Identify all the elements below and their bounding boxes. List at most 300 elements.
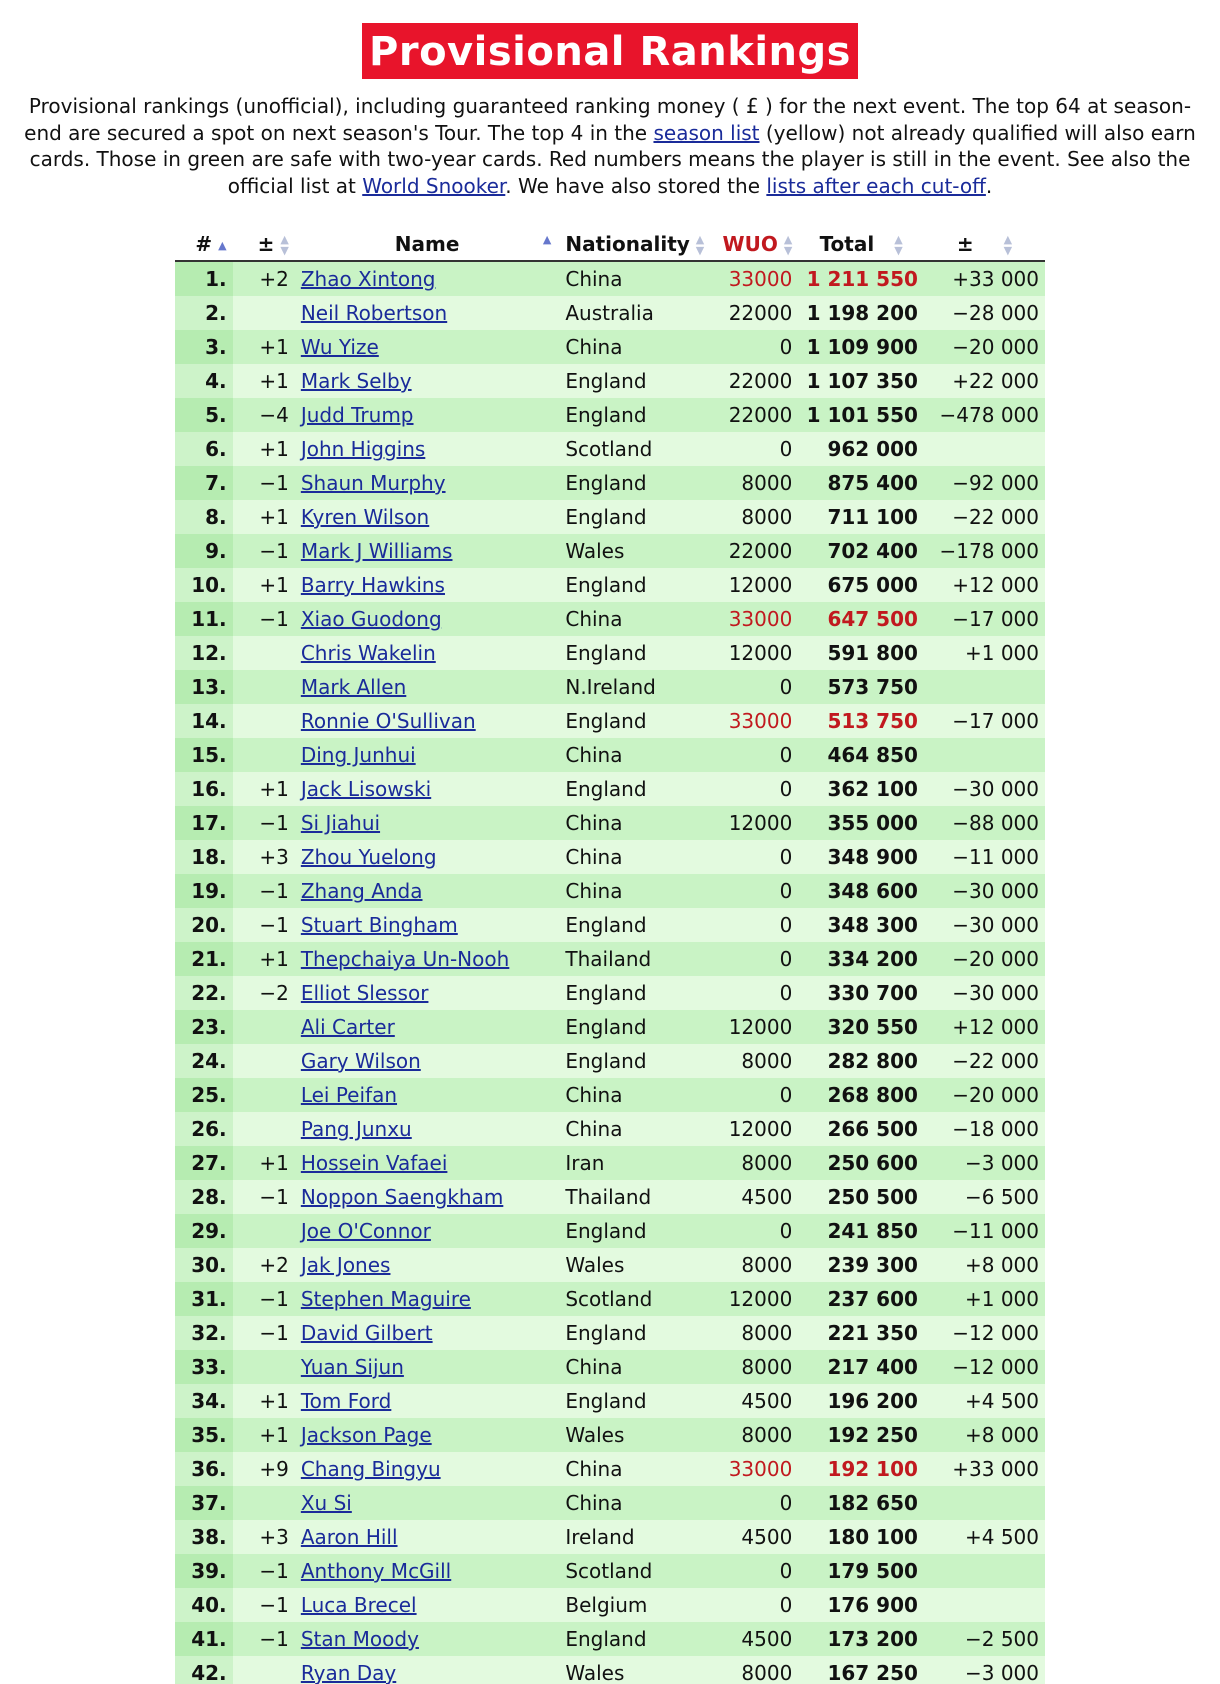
table-row	[175, 772, 1045, 806]
wuo-cell: 33000	[710, 704, 798, 738]
player-link[interactable]: Thepchaiya Un-Nooh	[300, 947, 510, 971]
change-cell	[233, 1656, 295, 1684]
name-cell	[295, 772, 560, 806]
total-cell: 182 650	[798, 1486, 924, 1520]
diff-cell: −18 000	[924, 1112, 1045, 1146]
name-cell	[295, 568, 560, 602]
sort-icon[interactable]: ▲ ▼	[280, 233, 289, 258]
change-cell: −2	[233, 976, 295, 1010]
wuo-cell: 33000	[710, 602, 798, 636]
player-link[interactable]: Jackson Page	[300, 1423, 432, 1447]
diff-cell: −11 000	[924, 1214, 1045, 1248]
change-cell: +1	[233, 1146, 295, 1180]
name-cell	[295, 500, 560, 534]
nationality-cell: Australia	[559, 296, 710, 330]
name-cell	[295, 1554, 560, 1588]
player-link[interactable]: Stan Moody	[300, 1627, 419, 1651]
change-cell: +1	[233, 568, 295, 602]
rank-cell: 28.	[175, 1180, 233, 1214]
total-cell: 962 000	[798, 432, 924, 466]
change-cell: +3	[233, 1520, 295, 1554]
diff-cell	[924, 1486, 1045, 1520]
header-nationality[interactable]	[559, 228, 710, 261]
player-link[interactable]: Zhao Xintong	[300, 267, 436, 291]
diff-cell	[924, 1554, 1045, 1588]
wuo-cell: 0	[710, 942, 798, 976]
change-cell: +9	[233, 1452, 295, 1486]
total-cell: 464 850	[798, 738, 924, 772]
player-link[interactable]: Neil Robertson	[300, 301, 448, 325]
player-link[interactable]: Tom Ford	[300, 1389, 392, 1413]
diff-cell: +22 000	[924, 364, 1045, 398]
rank-cell: 41.	[175, 1622, 233, 1656]
change-cell: −1	[233, 1316, 295, 1350]
rank-cell: 18.	[175, 840, 233, 874]
nationality-cell: Belgium	[559, 1588, 710, 1622]
header-rank[interactable]	[175, 228, 233, 261]
table-row	[175, 1452, 1045, 1486]
wuo-cell: 0	[710, 1588, 798, 1622]
total-cell: 330 700	[798, 976, 924, 1010]
change-cell: +2	[233, 261, 295, 296]
diff-cell	[924, 738, 1045, 772]
wuo-cell: 8000	[710, 1350, 798, 1384]
wuo-cell: 22000	[710, 534, 798, 568]
player-link[interactable]: Stuart Bingham	[300, 913, 458, 937]
name-cell	[295, 1656, 560, 1684]
total-cell: 573 750	[798, 670, 924, 704]
wuo-cell: 0	[710, 772, 798, 806]
total-cell: 875 400	[798, 466, 924, 500]
rank-cell: 17.	[175, 806, 233, 840]
header-diff-label: ±	[956, 231, 974, 256]
table-row	[175, 1554, 1045, 1588]
player-link[interactable]: David Gilbert	[300, 1321, 433, 1345]
diff-cell: +1 000	[924, 636, 1045, 670]
diff-cell: +8 000	[924, 1248, 1045, 1282]
wuo-cell: 22000	[710, 398, 798, 432]
diff-cell: +12 000	[924, 1010, 1045, 1044]
diff-cell	[924, 432, 1045, 466]
rank-cell: 33.	[175, 1350, 233, 1384]
player-link[interactable]: Chang Bingyu	[300, 1457, 441, 1481]
player-link[interactable]: Mark Allen	[300, 675, 407, 699]
sort-asc-icon[interactable]: ▲	[542, 233, 552, 246]
name-cell	[295, 1112, 560, 1146]
player-link[interactable]: Chris Wakelin	[300, 641, 436, 665]
table-row	[175, 704, 1045, 738]
header-name[interactable]	[295, 228, 560, 261]
player-link[interactable]: Barry Hawkins	[300, 573, 445, 597]
rank-cell: 19.	[175, 874, 233, 908]
sort-icon[interactable]: ▲ ▼	[783, 233, 793, 258]
wuo-cell: 4500	[710, 1622, 798, 1656]
rank-cell: 30.	[175, 1248, 233, 1282]
name-cell	[295, 806, 560, 840]
player-link[interactable]: Elliot Slessor	[300, 981, 429, 1005]
table-row	[175, 1214, 1045, 1248]
intro-text-3: . We have also stored the	[505, 173, 767, 198]
name-cell	[295, 398, 560, 432]
sort-icon[interactable]: ▲ ▼	[894, 233, 903, 258]
name-cell	[295, 534, 560, 568]
total-cell: 250 600	[798, 1146, 924, 1180]
rank-cell: 25.	[175, 1078, 233, 1112]
player-link[interactable]: Ding Junhui	[300, 743, 416, 767]
wuo-cell: 12000	[710, 806, 798, 840]
name-cell	[295, 602, 560, 636]
rank-cell: 3.	[175, 330, 233, 364]
player-link[interactable]: Xu Si	[300, 1491, 352, 1515]
rank-cell: 8.	[175, 500, 233, 534]
total-cell: 196 200	[798, 1384, 924, 1418]
wuo-cell: 0	[710, 1214, 798, 1248]
total-cell: 221 350	[798, 1316, 924, 1350]
diff-cell: −478 000	[924, 398, 1045, 432]
change-cell: −1	[233, 1622, 295, 1656]
name-cell	[295, 330, 560, 364]
total-cell: 192 250	[798, 1418, 924, 1452]
player-link[interactable]: Ali Carter	[300, 1015, 395, 1039]
rank-cell: 39.	[175, 1554, 233, 1588]
table-header-row	[175, 228, 1045, 261]
diff-cell: −30 000	[924, 976, 1045, 1010]
total-cell: 513 750	[798, 704, 924, 738]
table-row	[175, 670, 1045, 704]
change-cell	[233, 1044, 295, 1078]
name-cell	[295, 1010, 560, 1044]
name-cell	[295, 1350, 560, 1384]
diff-cell: +33 000	[924, 1452, 1045, 1486]
total-cell: 179 500	[798, 1554, 924, 1588]
name-cell	[295, 908, 560, 942]
wuo-cell: 0	[710, 1078, 798, 1112]
nationality-cell: China	[559, 330, 710, 364]
name-cell	[295, 738, 560, 772]
change-cell	[233, 636, 295, 670]
header-diff[interactable]	[924, 228, 1045, 261]
nationality-cell: Wales	[559, 534, 710, 568]
header-name-label: Name	[394, 232, 460, 256]
player-link[interactable]: Shaun Murphy	[300, 471, 446, 495]
total-cell: 239 300	[798, 1248, 924, 1282]
player-link[interactable]: Kyren Wilson	[300, 505, 430, 529]
player-link[interactable]: Gary Wilson	[300, 1049, 421, 1073]
player-link[interactable]: John Higgins	[300, 437, 426, 461]
total-cell: 266 500	[798, 1112, 924, 1146]
rank-cell: 23.	[175, 1010, 233, 1044]
name-cell	[295, 670, 560, 704]
rank-cell: 5.	[175, 398, 233, 432]
player-link[interactable]: Yuan Sijun	[300, 1355, 404, 1379]
diff-cell: −22 000	[924, 1044, 1045, 1078]
rank-cell: 12.	[175, 636, 233, 670]
page-title: Provisional Rankings	[362, 23, 858, 79]
total-cell: 702 400	[798, 534, 924, 568]
diff-cell: +33 000	[924, 261, 1045, 296]
player-link[interactable]: Anthony McGill	[300, 1559, 452, 1583]
diff-cell	[924, 1588, 1045, 1622]
wuo-cell: 8000	[710, 1418, 798, 1452]
player-link[interactable]: Zhang Anda	[300, 879, 423, 903]
intro-paragraph	[18, 93, 1202, 199]
name-cell	[295, 840, 560, 874]
player-link[interactable]: Si Jiahui	[300, 811, 381, 835]
player-link[interactable]: Jak Jones	[300, 1253, 391, 1277]
total-cell: 675 000	[798, 568, 924, 602]
nationality-cell: China	[559, 806, 710, 840]
name-cell	[295, 976, 560, 1010]
diff-cell: +8 000	[924, 1418, 1045, 1452]
diff-cell: −178 000	[924, 534, 1045, 568]
wuo-cell: 0	[710, 976, 798, 1010]
table-row	[175, 874, 1045, 908]
total-cell: 348 600	[798, 874, 924, 908]
wuo-cell: 0	[710, 432, 798, 466]
wuo-cell: 4500	[710, 1384, 798, 1418]
header-change-label: ±	[257, 231, 275, 256]
name-cell	[295, 1078, 560, 1112]
table-row	[175, 466, 1045, 500]
header-rank-label: #	[195, 232, 213, 256]
table-row	[175, 1588, 1045, 1622]
header-wuo[interactable]	[710, 228, 798, 261]
header-total[interactable]	[798, 228, 924, 261]
change-cell: −1	[233, 602, 295, 636]
diff-cell: −17 000	[924, 704, 1045, 738]
nationality-cell: Iran	[559, 1146, 710, 1180]
table-row	[175, 908, 1045, 942]
diff-cell: −12 000	[924, 1350, 1045, 1384]
diff-cell: −30 000	[924, 874, 1045, 908]
name-cell	[295, 1180, 560, 1214]
player-link[interactable]: Joe O'Connor	[300, 1219, 431, 1243]
diff-cell: +12 000	[924, 568, 1045, 602]
wuo-cell: 8000	[710, 1146, 798, 1180]
nationality-cell: England	[559, 364, 710, 398]
nationality-cell: England	[559, 908, 710, 942]
player-link[interactable]: Mark Selby	[300, 369, 412, 393]
total-cell: 217 400	[798, 1350, 924, 1384]
rank-cell: 1.	[175, 261, 233, 296]
player-link[interactable]: Judd Trump	[300, 403, 414, 427]
change-cell: −1	[233, 1180, 295, 1214]
season-list-link[interactable]: season list	[653, 120, 760, 145]
player-link[interactable]: Hossein Vafaei	[300, 1151, 448, 1175]
rank-cell: 6.	[175, 432, 233, 466]
table-row	[175, 1656, 1045, 1684]
change-cell	[233, 1214, 295, 1248]
wuo-cell: 8000	[710, 1316, 798, 1350]
rank-cell: 36.	[175, 1452, 233, 1486]
change-cell: −1	[233, 908, 295, 942]
total-cell: 1 109 900	[798, 330, 924, 364]
change-cell: +1	[233, 942, 295, 976]
diff-cell: −3 000	[924, 1146, 1045, 1180]
name-cell	[295, 1316, 560, 1350]
change-cell	[233, 670, 295, 704]
rank-cell: 16.	[175, 772, 233, 806]
diff-cell: +1 000	[924, 1282, 1045, 1316]
total-cell: 241 850	[798, 1214, 924, 1248]
change-cell	[233, 704, 295, 738]
change-cell: −1	[233, 1282, 295, 1316]
rankings-table	[175, 228, 1045, 1684]
rank-cell: 15.	[175, 738, 233, 772]
change-cell: +1	[233, 364, 295, 398]
player-link[interactable]: Pang Junxu	[300, 1117, 412, 1141]
change-cell	[233, 1112, 295, 1146]
player-link[interactable]: Jack Lisowski	[300, 777, 432, 801]
name-cell	[295, 432, 560, 466]
rank-cell: 21.	[175, 942, 233, 976]
nationality-cell: Wales	[559, 1656, 710, 1684]
player-link[interactable]: Noppon Saengkham	[300, 1185, 504, 1209]
player-link[interactable]: Stephen Maguire	[300, 1287, 471, 1311]
nationality-cell: Wales	[559, 1248, 710, 1282]
wuo-cell: 4500	[710, 1520, 798, 1554]
change-cell	[233, 1486, 295, 1520]
table-row	[175, 296, 1045, 330]
total-cell: 176 900	[798, 1588, 924, 1622]
wuo-cell: 0	[710, 670, 798, 704]
rank-cell: 22.	[175, 976, 233, 1010]
diff-cell: −22 000	[924, 500, 1045, 534]
change-cell: −1	[233, 466, 295, 500]
nationality-cell: Ireland	[559, 1520, 710, 1554]
total-cell: 348 300	[798, 908, 924, 942]
nationality-cell: China	[559, 1078, 710, 1112]
diff-cell: −30 000	[924, 908, 1045, 942]
sort-icon[interactable]: ▲ ▼	[695, 233, 705, 258]
nationality-cell: China	[559, 1350, 710, 1384]
table-row	[175, 534, 1045, 568]
table-body	[175, 261, 1045, 1684]
table-row	[175, 1010, 1045, 1044]
wuo-cell: 8000	[710, 1656, 798, 1684]
nationality-cell: England	[559, 1384, 710, 1418]
table-row	[175, 1044, 1045, 1078]
diff-cell: +4 500	[924, 1520, 1045, 1554]
table-row	[175, 1146, 1045, 1180]
change-cell: −1	[233, 806, 295, 840]
wuo-cell: 33000	[710, 261, 798, 296]
table-row	[175, 1350, 1045, 1384]
wuo-cell: 12000	[710, 568, 798, 602]
rank-cell: 35.	[175, 1418, 233, 1452]
table-row	[175, 840, 1045, 874]
name-cell	[295, 704, 560, 738]
change-cell	[233, 1010, 295, 1044]
change-cell: +1	[233, 1384, 295, 1418]
table-row	[175, 568, 1045, 602]
nationality-cell: England	[559, 466, 710, 500]
player-link[interactable]: Xiao Guodong	[300, 607, 442, 631]
nationality-cell: China	[559, 874, 710, 908]
rank-cell: 37.	[175, 1486, 233, 1520]
nationality-cell: Wales	[559, 1418, 710, 1452]
player-link[interactable]: Wu Yize	[300, 335, 379, 359]
rank-cell: 13.	[175, 670, 233, 704]
table-row	[175, 602, 1045, 636]
header-total-label: Total	[819, 231, 875, 256]
intro-text-2: (yellow) not already qualified will also earn cards. Those in green are safe with two-year cards. Red numbers means the player is still in the event. See also the official list at	[29, 120, 1196, 198]
nationality-cell: Thailand	[559, 942, 710, 976]
player-link[interactable]: Lei Peifan	[300, 1083, 398, 1107]
table-row	[175, 942, 1045, 976]
change-cell: +1	[233, 1418, 295, 1452]
nationality-cell: England	[559, 500, 710, 534]
name-cell	[295, 1418, 560, 1452]
player-link[interactable]: Ryan Day	[300, 1661, 397, 1684]
change-cell	[233, 1078, 295, 1112]
diff-cell: −17 000	[924, 602, 1045, 636]
nationality-cell: England	[559, 1010, 710, 1044]
nationality-cell: China	[559, 840, 710, 874]
wuo-cell: 0	[710, 738, 798, 772]
wuo-cell: 0	[710, 908, 798, 942]
nationality-cell: England	[559, 636, 710, 670]
change-cell: −1	[233, 1554, 295, 1588]
table-row	[175, 1384, 1045, 1418]
nationality-cell: England	[559, 704, 710, 738]
nationality-cell: England	[559, 1214, 710, 1248]
wuo-cell: 22000	[710, 364, 798, 398]
sort-icon[interactable]: ▲ ▼	[1003, 233, 1013, 258]
nationality-cell: China	[559, 738, 710, 772]
wuo-cell: 0	[710, 874, 798, 908]
name-cell	[295, 261, 560, 296]
rank-cell: 40.	[175, 1588, 233, 1622]
rank-cell: 14.	[175, 704, 233, 738]
change-cell: +1	[233, 330, 295, 364]
name-cell	[295, 874, 560, 908]
name-cell	[295, 1588, 560, 1622]
nationality-cell: China	[559, 602, 710, 636]
rank-cell: 2.	[175, 296, 233, 330]
header-change[interactable]	[233, 228, 295, 261]
nationality-cell: England	[559, 398, 710, 432]
wuo-cell: 12000	[710, 1010, 798, 1044]
nationality-cell: China	[559, 1452, 710, 1486]
change-cell: +1	[233, 772, 295, 806]
total-cell: 591 800	[798, 636, 924, 670]
cutoff-lists-link[interactable]: lists after each cut-off	[766, 173, 986, 198]
total-cell: 355 000	[798, 806, 924, 840]
player-link[interactable]: Mark J Williams	[300, 539, 453, 563]
diff-cell: −3 000	[924, 1656, 1045, 1684]
player-link[interactable]: Ronnie O'Sullivan	[300, 709, 476, 733]
wuo-cell: 0	[710, 330, 798, 364]
change-cell: −1	[233, 534, 295, 568]
name-cell	[295, 296, 560, 330]
player-link[interactable]: Aaron Hill	[300, 1525, 398, 1549]
total-cell: 334 200	[798, 942, 924, 976]
table-row	[175, 1248, 1045, 1282]
sort-asc-icon[interactable]: ▲	[218, 239, 227, 252]
rank-cell: 26.	[175, 1112, 233, 1146]
change-cell	[233, 1350, 295, 1384]
table-row	[175, 398, 1045, 432]
change-cell: +3	[233, 840, 295, 874]
diff-cell	[924, 670, 1045, 704]
total-cell: 180 100	[798, 1520, 924, 1554]
world-snooker-link[interactable]: World Snooker	[362, 173, 506, 198]
player-link[interactable]: Zhou Yuelong	[300, 845, 437, 869]
table-row	[175, 364, 1045, 398]
rank-cell: 31.	[175, 1282, 233, 1316]
player-link[interactable]: Luca Brecel	[300, 1593, 417, 1617]
